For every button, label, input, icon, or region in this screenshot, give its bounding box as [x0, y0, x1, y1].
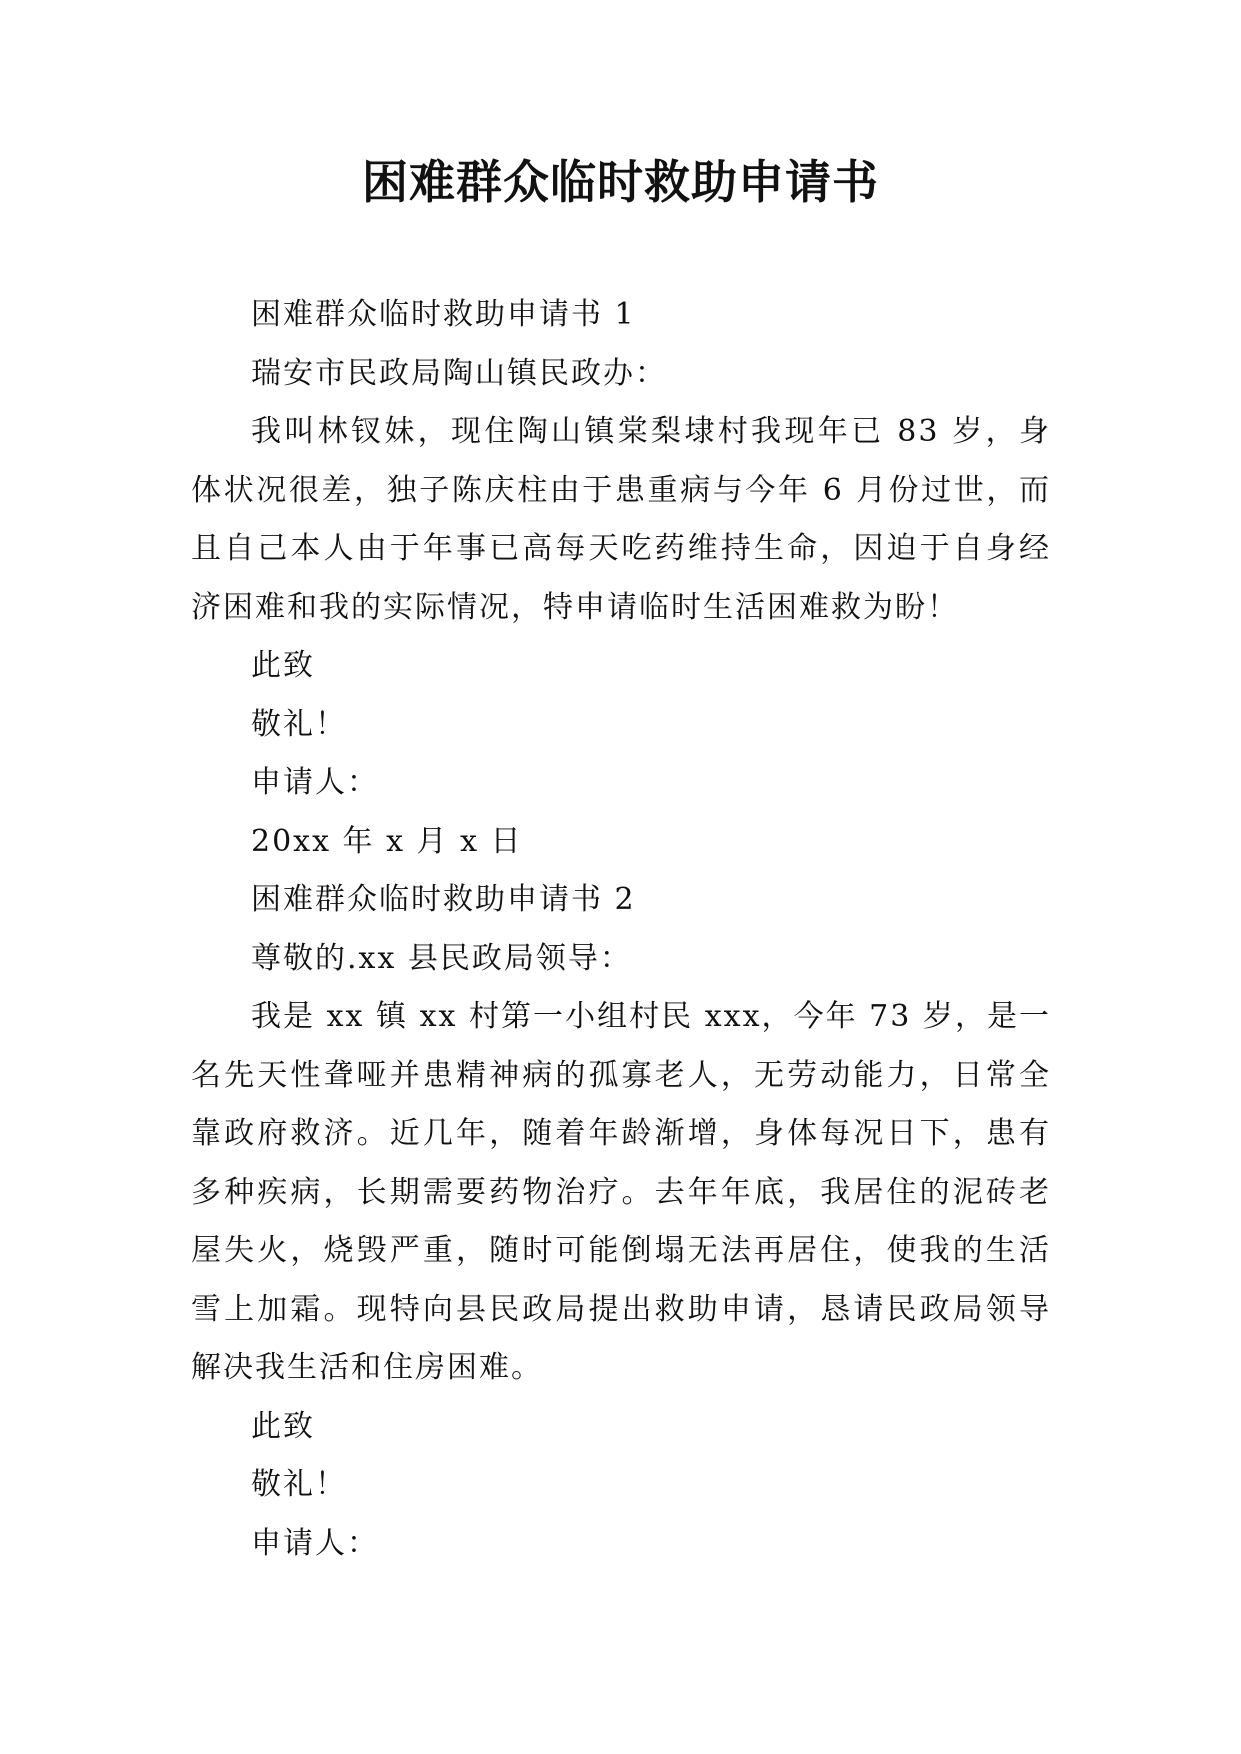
closing-jingli-1: 敬礼！ [251, 706, 347, 742]
body-paragraph-2: 我是 xx 镇 xx 村第一小组村民 xxx，今年 73 岁，是一名先天性聋哑并患精神病的孤寡老人，无劳动能力，日常全靠政府救济。近几年，随着年龄渐增，身体每况日下，患有多种疾病，长期需要药物治疗。去年年底，我居住的泥砖老屋失火，烧毁严重，随时可能倒塌无法再居住，使我的生活雪上加霜。现特向县民政局提出救助申请，恳请民政局领导解决我生活和住房困难。 [191, 999, 1051, 1385]
closing-cizhi-1: 此致 [251, 648, 315, 683]
section-heading-2: 困难群众临时救助申请书 2 [251, 882, 636, 917]
applicant-label-2: 申请人： [251, 1525, 379, 1561]
document-body [191, 286, 1051, 1573]
section-heading-1: 困难群众临时救助申请书 1 [251, 297, 636, 332]
salutation-1: 瑞安市民政局陶山镇民政办： [251, 355, 667, 391]
date-line-1: 20xx 年 x 月 x 日 [251, 823, 523, 859]
body-paragraph-1: 我叫林钗妹，现住陶山镇棠梨埭村我现年已 83 岁，身体状况很差，独子陈庆柱由于患重病与今年 6 月份过世，而且自己本人由于年事已高每天吃药维持生命，因迫于自身经济困难和我的实际情况，特申请临时生活困难救为盼！ [191, 414, 1051, 625]
applicant-label-1: 申请人： [251, 765, 379, 800]
closing-cizhi-2: 此致 [251, 1408, 315, 1444]
closing-jingli-2: 敬礼！ [251, 1467, 347, 1502]
salutation-2: 尊敬的.xx 县民政局领导： [251, 940, 632, 976]
document-title: 困难群众临时救助申请书 [362, 155, 879, 209]
